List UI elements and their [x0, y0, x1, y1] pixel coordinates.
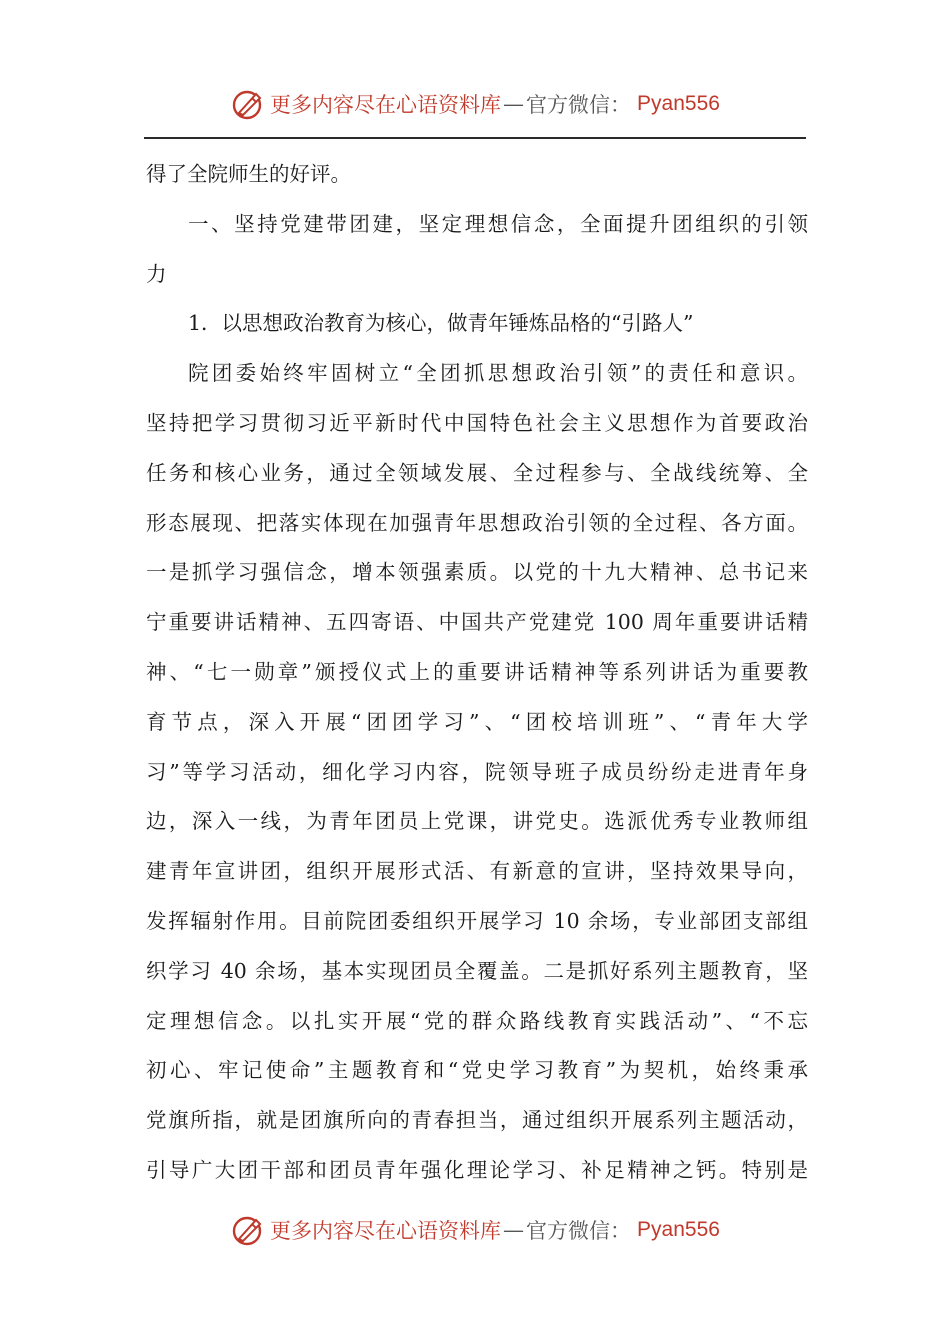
text-line: 宁重要讲话精神、五四寄语、中国共产党建党 100 周年重要讲话精: [146, 610, 808, 635]
section-heading: 一、坚持党建带团建，坚定理想信念，全面提升团组织的引领: [188, 211, 808, 236]
banner-dash: —: [503, 92, 525, 116]
text-line: 定理想信念。以扎实开展“党的群众路线教育实践活动”、“不忘: [146, 1008, 808, 1033]
text-line: 一是抓学习强信念，增本领强素质。以党的十九大精神、总书记来: [146, 560, 808, 585]
text-line: 边，深入一线，为青年团员上党课，讲党史。选派优秀专业教师组: [146, 809, 808, 834]
pen-nib-icon: [230, 1212, 266, 1248]
banner-official-label: 官方微信：: [526, 93, 632, 117]
text-line: 建青年宣讲团，组织开展形式活、有新意的宣讲，坚持效果导向，: [146, 859, 808, 884]
banner-main-text: 更多内容尽在心语资料库: [270, 1219, 502, 1243]
subsection-heading: 1．以思想政治教育为核心，做青年锤炼品格的“引路人”: [188, 311, 694, 336]
banner-account-id: Pyan556: [637, 92, 720, 115]
text-line: 坚持把学习贯彻习近平新时代中国特色社会主义思想作为首要政治: [146, 410, 808, 435]
document-body: [146, 150, 808, 1196]
text-line: 育节点，深入开展“团团学习”、“团校培训班”、“青年大学: [146, 709, 808, 734]
header-banner: [0, 82, 950, 126]
banner-main-text: 更多内容尽在心语资料库: [270, 93, 502, 117]
header-divider: [144, 137, 806, 139]
pen-nib-icon: [230, 86, 266, 122]
banner-official-label: 官方微信：: [526, 1219, 632, 1243]
text-line: 习”等学习活动，细化学习内容，院领导班子成员纷纷走进青年身: [146, 759, 808, 784]
section-heading-cont: 力: [146, 261, 167, 286]
text-line: 党旗所指，就是团旗所向的青春担当，通过组织开展系列主题活动，: [146, 1108, 808, 1133]
text-line: 形态展现、把落实体现在加强青年思想政治引领的全过程、各方面。: [146, 510, 808, 535]
text-line: 织学习 40 余场，基本实现团员全覆盖。二是抓好系列主题教育，坚: [146, 958, 808, 983]
text-line: 神、“七一勋章”颁授仪式上的重要讲话精神等系列讲话为重要教: [146, 659, 808, 684]
text-line: 任务和核心业务，通过全领域发展、全过程参与、全战线统筹、全: [146, 460, 808, 485]
text-line: 初心、牢记使命”主题教育和“党史学习教育”为契机，始终秉承: [146, 1058, 808, 1083]
text-line: 发挥辐射作用。目前院团委组织开展学习 10 余场，专业部团支部组: [146, 908, 808, 933]
text-line: 院团委始终牢固树立“全团抓思想政治引领”的责任和意识。: [188, 361, 808, 386]
footer-banner: [0, 1208, 950, 1252]
banner-dash: —: [503, 1218, 525, 1242]
text-line: 引导广大团干部和团员青年强化理论学习、补足精神之钙。特别是: [146, 1157, 808, 1182]
banner-account-id: Pyan556: [637, 1218, 720, 1241]
text-line: 得了全院师生的好评。: [146, 162, 351, 186]
